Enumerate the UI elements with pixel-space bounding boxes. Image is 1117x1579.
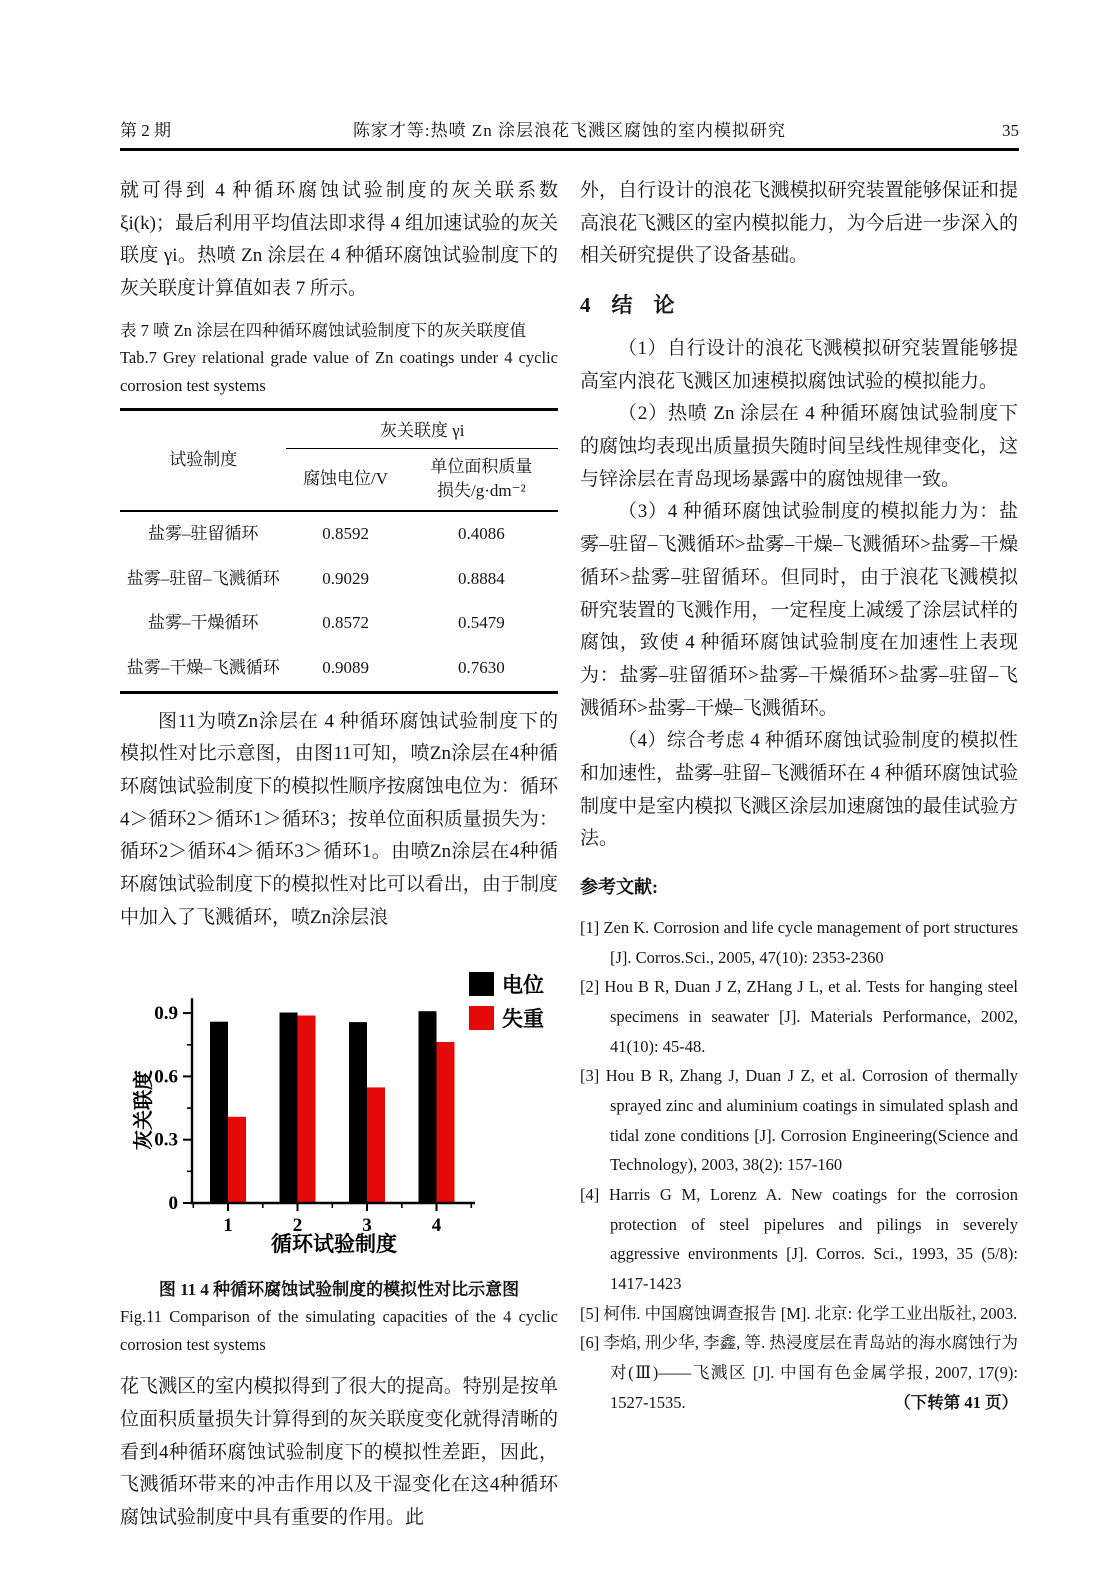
conclusion-item-2: （2）热喷 Zn 涂层在 4 种循环腐蚀试验制度下的腐蚀均表现出质量损失随时间呈线性规律变化，这与锌涂层在青岛现场暴露中的腐蚀规律一致。 (580, 403, 1018, 490)
cell-potential: 0.9089 (322, 658, 369, 678)
reference-item (580, 913, 1018, 972)
section-heading-conclusion: 4 结 论 (580, 293, 675, 318)
reference-text: Hou B R, Duan J Z, ZHang J L, et al. Tests for hanging steel specimens in seawater [J]. Materials Performance, 2002, 41(10): 45-48. (604, 977, 1019, 1056)
table-row (120, 646, 558, 692)
cell-system: 盐雾–驻留循环 (147, 524, 259, 544)
cell-system: 盐雾–干燥循环 (147, 613, 259, 633)
svg-text:失重: 失重 (502, 1007, 544, 1032)
table-header (120, 410, 558, 511)
reference-text: Harris G M, Lorenz A. New coatings for the corrosion protection of steel pipelures and pilings in severely aggressive environments [J]. Corros. Sci., 1993, 35 (5/8): 1417-1423 (608, 1185, 1019, 1294)
svg-text:0.3: 0.3 (154, 1130, 178, 1152)
running-title: 陈家才等:热喷 Zn 涂层浪花飞溅区腐蚀的室内模拟研究 (352, 121, 787, 140)
svg-text:3: 3 (362, 1215, 372, 1237)
reference-item (580, 972, 1018, 1061)
page-number: 35 (1002, 121, 1019, 140)
svg-text:4: 4 (431, 1215, 442, 1237)
col-header-potential: 腐蚀电位/V (303, 469, 389, 489)
col-header-mass-loss-line1: 单位面积质量 (430, 456, 533, 476)
reference-label: [1] (580, 917, 600, 937)
svg-text:0.6: 0.6 (154, 1066, 178, 1088)
header-rule (120, 148, 1019, 151)
bar-chart (120, 950, 570, 1262)
reference-item (580, 1180, 1018, 1299)
svg-text:循环试验制度: 循环试验制度 (271, 1232, 397, 1257)
svg-text:灰关联度: 灰关联度 (133, 1070, 155, 1151)
conclusion-item-3: （3）4 种循环腐蚀试验制度的模拟能力为：盐雾–驻留–飞溅循环>盐雾–干燥–飞溅循环>盐雾–干燥循环>盐雾–驻留循环。但同时，由于浪花飞溅模拟研究装置的飞溅作用，一定程度上减缓了涂层试样的腐蚀，致使 4 种循环腐蚀试验制度在加速性上表现为：盐雾–驻留循环>盐雾–干燥循环>盐雾–驻留–飞溅循环>盐雾–干燥–飞溅循环。 (580, 501, 1018, 719)
table-row (120, 557, 558, 602)
figure-11-chart (120, 950, 558, 1274)
col-header-grey-grade: 灰关联度 γi (286, 410, 558, 449)
col-header-mass-loss-line2: 损失/g·dm⁻² (437, 481, 526, 501)
reference-text: 李焰, 刑少华, 李鑫, 等. 热浸度层在青岛站的海水腐蚀行为对(Ⅲ)——飞溅区 [J]. 中国有色金属学报, 2007, 17(9): 1527-1535. (603, 1333, 1019, 1412)
cell-mass-loss: 0.7630 (457, 658, 505, 678)
cell-mass-loss: 0.8884 (457, 568, 505, 588)
paragraph-splash-improvement: 花飞溅区的室内模拟得到了很大的提高。特别是按单位面积质量损失计算得到的灰关联度变化就得清晰的看到4种循环腐蚀试验制度下的模拟性差距，因此，飞溅循环带来的冲击作用以及干湿变化在这4种循环腐蚀试验制度中具有重要的作用。此 (120, 1376, 558, 1528)
reference-label: [2] (580, 977, 600, 997)
cell-potential: 0.8572 (322, 613, 369, 633)
figure11-caption-en: Fig.11 Comparison of the simulating capacities of the 4 cyclic corrosion test systems (120, 1307, 558, 1355)
col-header-mass-loss (405, 448, 558, 511)
continued-on-page-note: （下转第 41 页） (894, 1392, 1018, 1412)
conclusion-item-1: （1）自行设计的浪花飞溅模拟研究装置能够提高室内浪花飞溅区加速模拟腐蚀试验的模拟能力。 (580, 338, 1018, 392)
svg-text:2: 2 (292, 1215, 303, 1237)
paragraph-device-basis: 外，自行设计的浪花飞溅模拟研究装置能够保证和提高浪花飞溅区的室内模拟能力，为今后进一步深入的相关研究提供了设备基础。 (580, 180, 1018, 267)
cell-potential: 0.9029 (322, 568, 369, 588)
svg-text:0.9: 0.9 (154, 1003, 178, 1025)
svg-text:1: 1 (223, 1215, 233, 1237)
svg-text:0: 0 (168, 1193, 178, 1215)
table-row (120, 601, 558, 646)
reference-item (580, 1328, 1018, 1417)
cell-mass-loss: 0.4086 (457, 524, 505, 544)
reference-label: [4] (580, 1185, 600, 1205)
reference-label: [6] (580, 1333, 600, 1353)
col-header-test-system: 试验制度 (169, 450, 238, 470)
reference-text: 柯伟. 中国腐蚀调查报告 [M]. 北京: 化学工业出版社, 2003. (603, 1303, 1018, 1323)
reference-item (580, 1299, 1018, 1329)
reference-label: [5] (580, 1303, 600, 1323)
conclusion-item-4: （4）综合考虑 4 种循环腐蚀试验制度的模拟性和加速性，盐雾–驻留–飞溅循环在 4 种循环腐蚀试验制度中是室内模拟飞溅区涂层加速腐蚀的最佳试验方法。 (580, 730, 1018, 850)
cell-system: 盐雾–驻留–飞溅循环 (126, 568, 280, 588)
table-row (120, 511, 558, 557)
cell-system: 盐雾–干燥–飞溅循环 (126, 658, 280, 678)
reference-text: Hou B R, Zhang J, Duan J Z, et al. Corrosion of thermally sprayed zinc and aluminium coatings in simulated splash and tidal zone conditions [J]. Corrosion Engineering(Science and Technology), 2003, 38(2): 157-160 (605, 1066, 1019, 1175)
right-column (580, 175, 1018, 1535)
grey-relational-table (120, 408, 558, 693)
page-header (120, 0, 1019, 141)
paragraph-grey-relation: 就可得到 4 种循环腐蚀试验制度的灰关联系数 ξi(k)；最后利用平均值法即求得 4 组加速试验的灰关联度 γi。热喷 Zn 涂层在 4 种循环腐蚀试验制度下的灰关联度计算值如表 7 所示。 (120, 180, 558, 300)
cell-potential: 0.8592 (322, 524, 369, 544)
journal-issue: 第 2 期 (120, 121, 171, 140)
references-heading: 参考文献: (580, 876, 658, 897)
two-column-body (120, 175, 1019, 1535)
reference-label: [3] (580, 1066, 600, 1086)
figure11-caption-zh: 图 11 4 种循环腐蚀试验制度的模拟性对比示意图 (158, 1280, 520, 1300)
table7-caption-zh: 表 7 喷 Zn 涂层在四种循环腐蚀试验制度下的灰关联度值 (120, 320, 527, 340)
left-column (120, 175, 558, 1535)
reference-text: Zen K. Corrosion and life cycle management of port structures [J]. Corros.Sci., 2005, 47(10): 2353-2360 (603, 917, 1019, 967)
paragraph-figure11-discussion: 图11为喷Zn涂层在 4 种循环腐蚀试验制度下的模拟性对比示意图，由图11可知，喷Zn涂层在4种循环腐蚀试验制度下的模拟性顺序按腐蚀电位为：循环4＞循环2＞循环1＞循环3；按单位面积质量损失为：循环2＞循环4＞循环3＞循环1。由喷Zn涂层在4种循环腐蚀试验制度下的模拟性对比可以看出，由于制度中加入了飞溅循环，喷Zn涂层浪 (120, 710, 558, 928)
reference-item (580, 1061, 1018, 1180)
table7-caption-en: Tab.7 Grey relational grade value of Zn coatings under 4 cyclic corrosion test systems (120, 348, 558, 396)
cell-mass-loss: 0.5479 (457, 613, 505, 633)
svg-text:电位: 电位 (502, 973, 544, 998)
